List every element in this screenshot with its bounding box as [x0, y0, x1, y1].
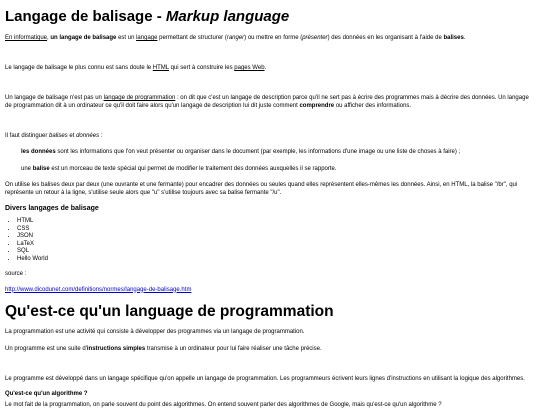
list-item: • HTML: [17, 218, 535, 226]
langs-list: [5, 218, 535, 264]
programming-paragraph-2: Un programme est une suite d'instructions simples transmise à un ordinateur pour lui faire réaliser une tâche précise.: [5, 345, 322, 352]
distinguish-paragraph: Il faut distinguer balises et données :: [5, 133, 103, 139]
html-paragraph: Le langage de balisage le plus connu est sans doute le HTML qui sert à construire les pages Web.: [5, 65, 267, 71]
section-heading-langs: Divers langages de balisage: [5, 205, 99, 212]
programming-paragraph-3: Le programme est développé dans un langage spécifique qu'on appelle un langage de programmation. Les programmeurs écrivent leurs lignes d'instructions en utilisant la logique des algorithmes.: [5, 375, 525, 382]
programming-paragraph-1: La programmation est une activité qui consiste à développer des programmes via un langage de programmation.: [5, 328, 305, 335]
title-text: Langage de balisage -: [5, 8, 166, 25]
intro-paragraph: En informatique, un langage de balisage est un langage permettant de structurer (ranger) ou mettre en forme (présenter) des données en les organisant à l'aide de balises.: [5, 35, 466, 41]
page-title: [5, 8, 535, 26]
link-html[interactable]: HTML: [152, 65, 169, 71]
list-item: • SQL: [17, 248, 535, 256]
link-langage[interactable]: langage: [136, 35, 158, 41]
link-informatique[interactable]: En informatique: [5, 35, 48, 41]
link-pages-web[interactable]: pages Web: [234, 65, 265, 71]
list-item: • CSS: [17, 226, 535, 234]
list-item: • Hello World: [17, 256, 535, 264]
link-langage-programmation[interactable]: langage de programmation: [103, 95, 176, 101]
title-italic: Markup language: [165, 8, 290, 25]
section-heading-programming: Qu'est-ce qu'un language de programmation: [5, 302, 334, 320]
tag-definition: une balise est un morceau de texte spécial qui permet de modifier le traitement des données auxquelles il se rapporte.: [21, 166, 337, 172]
usage-paragraph: On utilise les balises deux par deux (une ouvrante et une fermante) pour encadrer des données ou seules quand elles représentent elles-mêmes les données. Ainsi, en HTML, la balise "/br", qui représente un retour à la ligne, s'utilise seule alors que "u" s'utilise toujours avec sa balise fermante "/u".: [5, 182, 518, 196]
list-item: • LaTeX: [17, 241, 535, 249]
bold-text: un langage de balisage: [50, 35, 117, 41]
source-label: source :: [5, 270, 27, 277]
source-link[interactable]: http://www.dicodunet.com/definitions/normes/langage-de-balisage.htm: [5, 286, 192, 293]
subheading-algorithm: Qu'est-ce qu'un algorithme ?: [5, 390, 88, 397]
data-definition: les données sont les informations que l'on veut présenter ou organiser dans le document (par exemple, les informations d'une image ou une liste de choses à faire) ;: [21, 149, 461, 155]
source-paragraph: [5, 286, 535, 294]
algorithm-paragraph: Le mot fait de la programmation, on parle souvent du point des algorithmes. On entend souvent parler des algorithmes de Google, mais qu'est-ce qu'un algorithme ?: [5, 401, 442, 408]
list-item: • JSON: [17, 233, 535, 241]
description-paragraph: Un langage de balisage n'est pas un langage de programmation : on dit que c'est un langage de description parce qu'il ne sert pas à écrire des programmes mais à décrire des données. Un langage de programmation dit à un ordinateur ce qu'il doit faire alors qu'un langage de description lui dit juste comment comprendre ou afficher des informations.: [5, 95, 529, 109]
